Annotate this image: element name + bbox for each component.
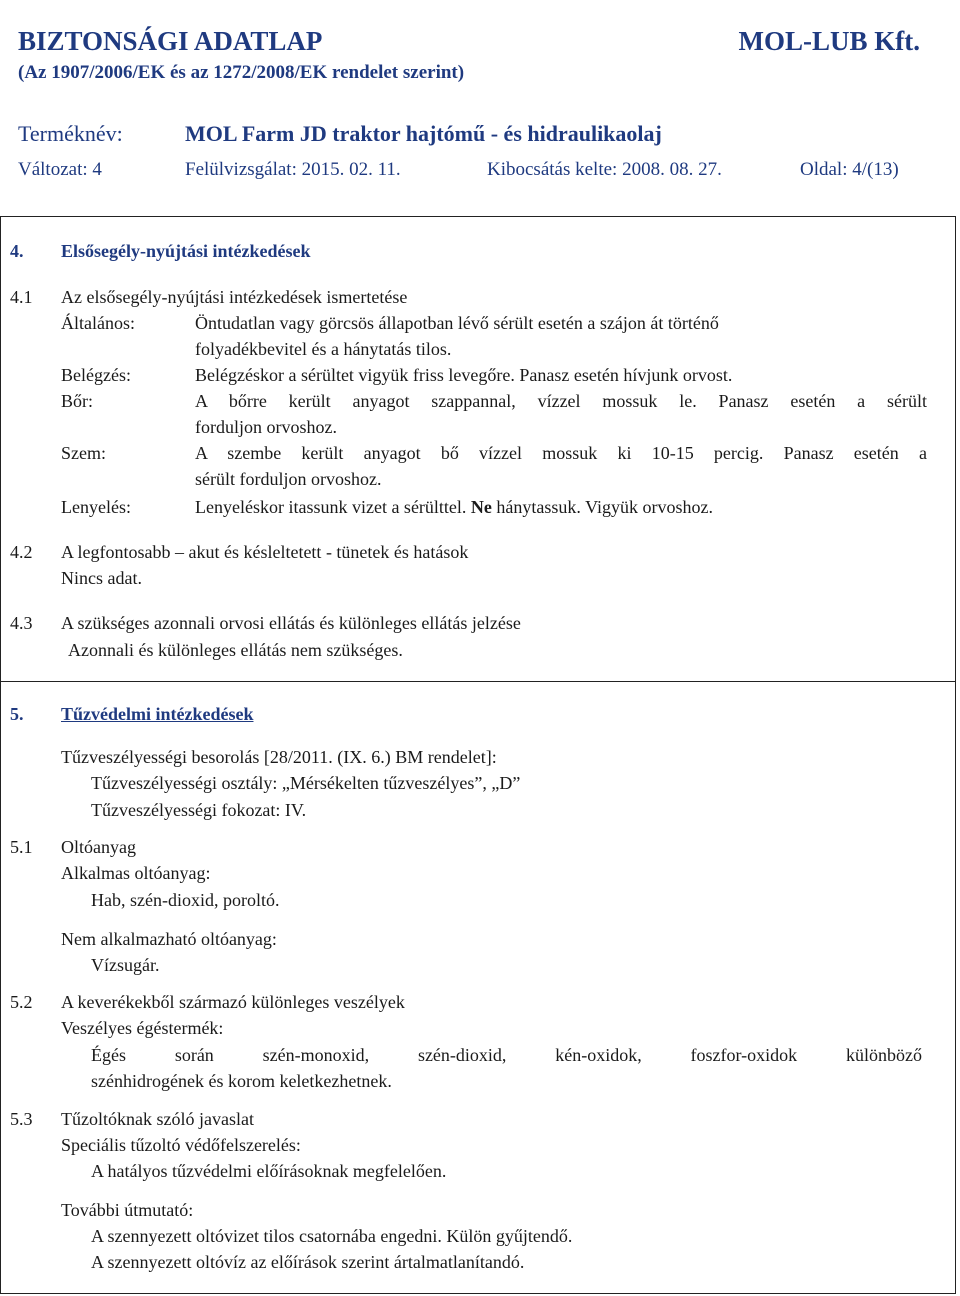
subsection-4-3-text: Azonnali és különleges ellátás nem szükséges. xyxy=(68,640,403,660)
ingestion-text xyxy=(195,494,713,520)
subsection-5-3-title: Tűzoltóknak szóló javaslat xyxy=(61,1109,254,1129)
subsection-5-2-number: 5.2 xyxy=(10,992,33,1012)
subsection-5-1-title: Oltóanyag xyxy=(61,837,136,857)
skin-label: Bőr: xyxy=(61,391,94,411)
subsection-5-3-number: 5.3 xyxy=(10,1109,33,1129)
ingestion-text-a: Lenyeléskor itassunk vizet a sérülttel. xyxy=(195,497,471,517)
version: Változat: 4 xyxy=(18,159,102,180)
page-number: Oldal: 4/(13) xyxy=(800,159,899,180)
subsection-4-1-number: 4.1 xyxy=(10,287,33,307)
eye-text-1: A szembe került anyagot bő vízzel mossuk ki 10-15 percig. Panasz esetén a xyxy=(195,443,927,463)
inhalation-label: Belégzés: xyxy=(61,365,131,385)
subsection-4-3-number: 4.3 xyxy=(10,613,33,633)
ingestion-label: Lenyelés: xyxy=(61,497,131,517)
section-4-title: Elsősegély-nyújtási intézkedések xyxy=(61,241,311,261)
fire-level: Tűzveszélyességi fokozat: IV. xyxy=(91,800,307,820)
subsection-4-2-number: 4.2 xyxy=(10,542,33,562)
regulation-note: (Az 1907/2006/EK és az 1272/2008/EK rendelet szerint) xyxy=(18,62,465,83)
suitable-media: Hab, szén-dioxid, poroltó. xyxy=(91,890,280,910)
unsuitable-media-label: Nem alkalmazható oltóanyag: xyxy=(61,929,277,949)
combustion-products-2: szénhidrogének és korom keletkezhetnek. xyxy=(91,1071,392,1091)
further-guidance-1: A szennyezett oltóvizet tilos csatornába engedni. Külön gyűjtendő. xyxy=(91,1226,573,1246)
ingestion-text-bold: Ne xyxy=(470,497,492,517)
section-5-number: 5. xyxy=(10,704,24,724)
section-divider xyxy=(0,681,956,682)
frame-right xyxy=(955,216,956,1294)
section-5-title: Tűzvédelmi intézkedések xyxy=(61,704,254,724)
skin-text-1: A bőrre került anyagot szappannal, vízzel mossuk le. Panasz esetén a sérült xyxy=(195,391,927,411)
product-label: Terméknév: xyxy=(18,121,123,146)
subsection-4-2-text: Nincs adat. xyxy=(61,568,142,588)
company-name: MOL-LUB Kft. xyxy=(738,26,920,56)
subsection-4-1-title: Az elsősegély-nyújtási intézkedések ismertetése xyxy=(61,287,408,307)
general-label: Általános: xyxy=(61,313,135,333)
revision-date: Felülvizsgálat: 2015. 02. 11. xyxy=(185,159,401,180)
skin-text-2: forduljon orvoshoz. xyxy=(195,417,337,437)
general-text-1: Öntudatlan vagy görcsös állapotban lévő sérült esetén a szájon át történő xyxy=(195,313,719,333)
protective-equipment-label: Speciális tűzoltó védőfelszerelés: xyxy=(61,1135,301,1155)
header-rule xyxy=(0,216,956,217)
subsection-4-3-title: A szükséges azonnali orvosi ellátás és különleges ellátás jelzése xyxy=(61,613,521,633)
combustion-products-label: Veszélyes égéstermék: xyxy=(61,1018,224,1038)
product-name: MOL Farm JD traktor hajtómű - és hidraulikaolaj xyxy=(185,121,662,146)
subsection-5-2-title: A keverékekből származó különleges veszélyek xyxy=(61,992,405,1012)
subsection-4-2-title: A legfontosabb – akut és késleltetett - tünetek és hatások xyxy=(61,542,469,562)
fire-classification: Tűzveszélyességi besorolás [28/2011. (IX. 6.) BM rendelet]: xyxy=(61,747,497,767)
section-4-number: 4. xyxy=(10,241,24,261)
fire-class: Tűzveszélyességi osztály: „Mérsékelten tűzveszélyes”, „D” xyxy=(91,773,521,793)
eye-text-2: sérült forduljon orvoshoz. xyxy=(195,469,382,489)
frame-left xyxy=(0,216,1,1294)
inhalation-text: Belégzéskor a sérültet vigyük friss levegőre. Panasz esetén hívjunk orvost. xyxy=(195,365,733,385)
document-title: BIZTONSÁGI ADATLAP xyxy=(18,26,323,56)
suitable-media-label: Alkalmas oltóanyag: xyxy=(61,863,211,883)
eye-label: Szem: xyxy=(61,443,106,463)
issue-date: Kibocsátás kelte: 2008. 08. 27. xyxy=(487,159,722,180)
further-guidance-label: További útmutató: xyxy=(61,1200,194,1220)
further-guidance-2: A szennyezett oltóvíz az előírások szerint ártalmatlanítandó. xyxy=(91,1252,525,1272)
general-text-2: folyadékbevitel és a hánytatás tilos. xyxy=(195,339,452,359)
ingestion-text-b: hánytassuk. Vigyük orvoshoz. xyxy=(491,497,713,517)
frame-bottom xyxy=(0,1293,956,1294)
unsuitable-media: Vízsugár. xyxy=(91,955,160,975)
combustion-products-1: Égés során szén-monoxid, szén-dioxid, kén-oxidok, foszfor-oxidok különböző xyxy=(91,1045,922,1065)
subsection-5-1-number: 5.1 xyxy=(10,837,33,857)
protective-equipment: A hatályos tűzvédelmi előírásoknak megfelelően. xyxy=(91,1161,447,1181)
